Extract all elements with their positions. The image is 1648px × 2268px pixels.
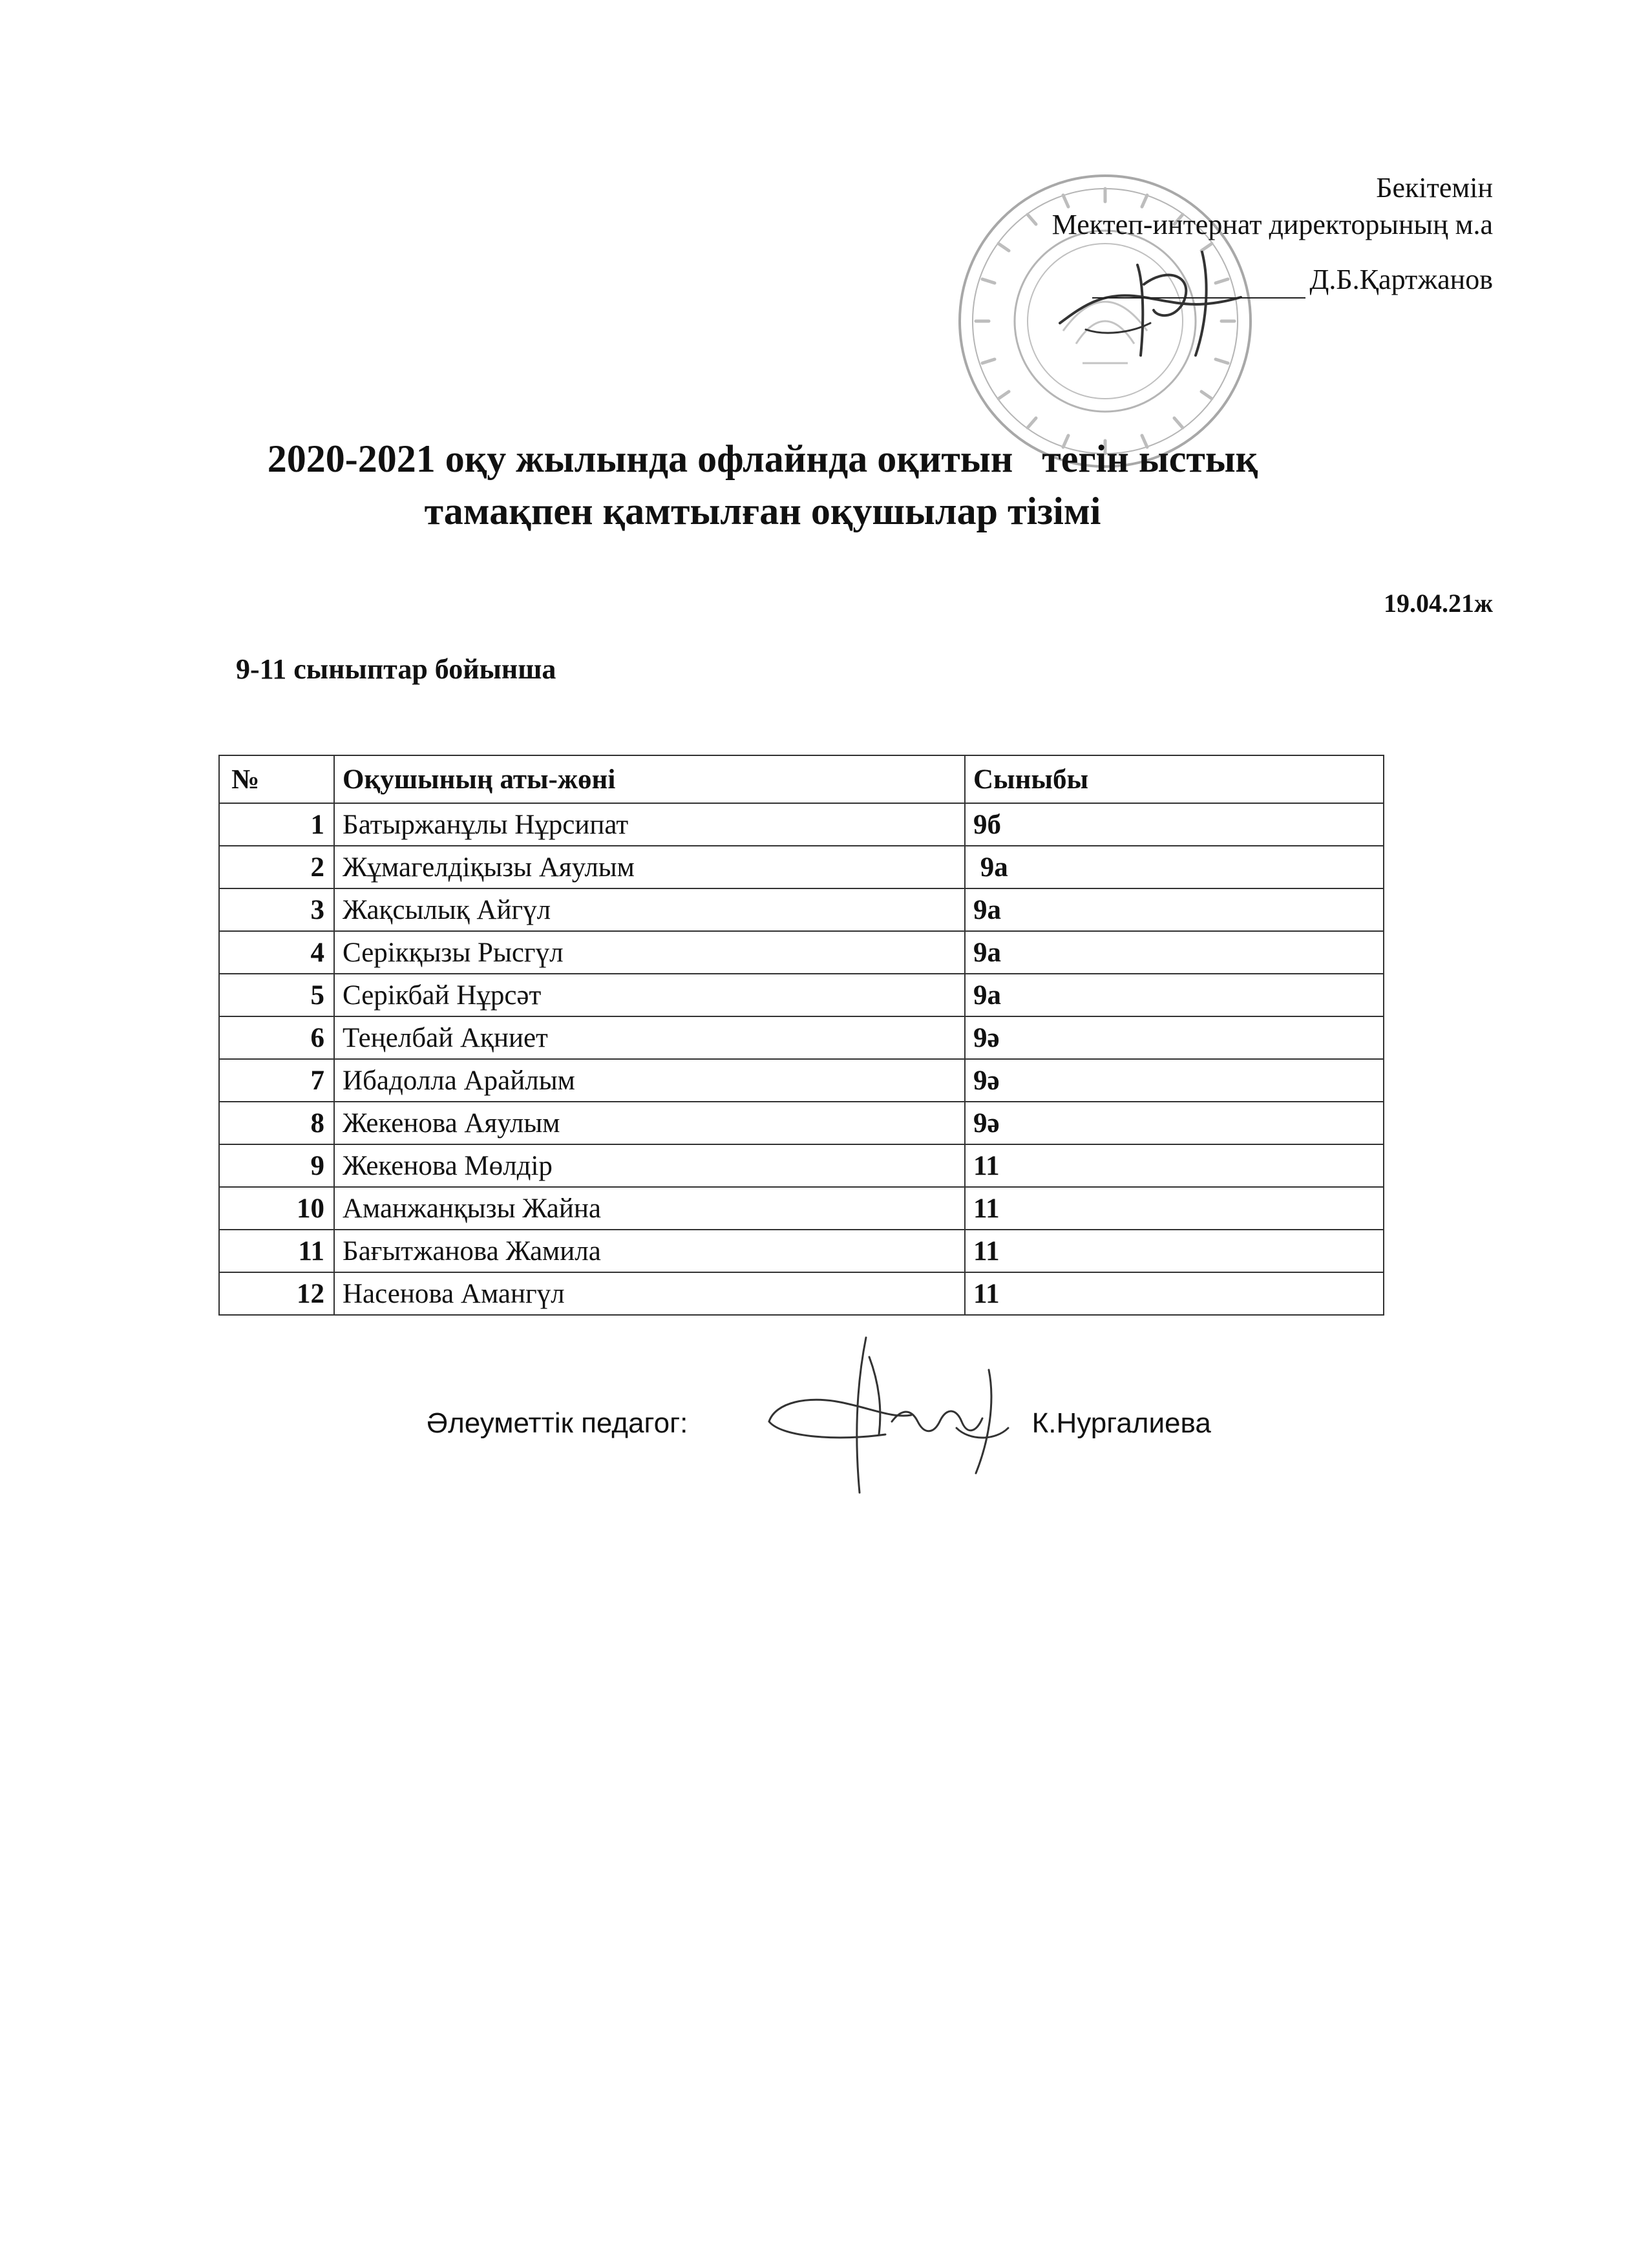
row-num: 12 <box>219 1272 334 1315</box>
table-row <box>219 888 1384 931</box>
row-name: Аманжанқызы Жайна <box>334 1187 965 1230</box>
section-label: 9-11 сыныптар бойынша <box>236 653 556 685</box>
row-grade: 9а <box>965 888 1384 931</box>
approval-signature-line <box>1052 261 1493 298</box>
row-name: Серікқызы Рысгүл <box>334 931 965 974</box>
row-grade: 9ә <box>965 1059 1384 1102</box>
table-row <box>219 803 1384 846</box>
approval-block <box>1052 169 1493 299</box>
row-name: Жекенова Аяулым <box>334 1102 965 1144</box>
pedagogue-role: Әлеуметтік педагог: <box>427 1407 688 1439</box>
title-line-2: тамақпен қамтылған оқушылар тізімі <box>424 490 1101 532</box>
row-name: Жұмагелдіқызы Аяулым <box>334 846 965 888</box>
row-grade: 11 <box>965 1144 1384 1187</box>
row-name: Серікбай Нұрсәт <box>334 974 965 1016</box>
row-name: Насенова Амангүл <box>334 1272 965 1315</box>
header-grade: Сыныбы <box>965 755 1384 803</box>
header-num: № <box>219 755 334 803</box>
document-date: 19.04.21ж <box>1383 589 1493 618</box>
header-name: Оқушының аты-жөні <box>334 755 965 803</box>
row-name: Ибадолла Арайлым <box>334 1059 965 1102</box>
row-grade: 9ә <box>965 1102 1384 1144</box>
director-name: Д.Б.Қартжанов <box>1309 264 1493 296</box>
table-row <box>219 846 1384 888</box>
table-row <box>219 1059 1384 1102</box>
row-num: 5 <box>219 974 334 1016</box>
row-num: 7 <box>219 1059 334 1102</box>
row-num: 3 <box>219 888 334 931</box>
table-row <box>219 931 1384 974</box>
table-row <box>219 974 1384 1016</box>
footer-signature-line <box>427 1407 1211 1440</box>
row-name: Теңелбай Ақниет <box>334 1016 965 1059</box>
table-row <box>219 1187 1384 1230</box>
row-grade: 11 <box>965 1187 1384 1230</box>
row-num: 11 <box>219 1230 334 1272</box>
row-grade: 9ә <box>965 1016 1384 1059</box>
pedagogue-name: К.Нургалиева <box>1031 1407 1211 1439</box>
row-name: Бағытжанова Жамила <box>334 1230 965 1272</box>
row-num: 6 <box>219 1016 334 1059</box>
table-row <box>219 1016 1384 1059</box>
row-name: Жекенова Мөлдір <box>334 1144 965 1187</box>
row-grade: 9б <box>965 803 1384 846</box>
row-num: 4 <box>219 931 334 974</box>
row-grade: 11 <box>965 1272 1384 1315</box>
row-grade: 9а <box>965 846 1384 888</box>
row-name: Батыржанұлы Нұрсипат <box>334 803 965 846</box>
table-row <box>219 1102 1384 1144</box>
row-grade: 11 <box>965 1230 1384 1272</box>
row-num: 10 <box>219 1187 334 1230</box>
row-num: 9 <box>219 1144 334 1187</box>
document-title <box>149 433 1377 538</box>
table-row <box>219 1144 1384 1187</box>
row-num: 1 <box>219 803 334 846</box>
row-grade: 9а <box>965 931 1384 974</box>
signature-blank <box>1092 271 1305 299</box>
table-row <box>219 1272 1384 1315</box>
row-num: 2 <box>219 846 334 888</box>
approval-label: Бекітемін <box>1376 172 1493 204</box>
row-num: 8 <box>219 1102 334 1144</box>
students-table <box>218 755 1384 1316</box>
title-line-1: 2020-2021 оқу жылында офлайнда оқитын тегін ыстық <box>267 437 1258 480</box>
table-header-row <box>219 755 1384 803</box>
table-row <box>219 1230 1384 1272</box>
row-name: Жақсылық Айгүл <box>334 888 965 931</box>
approval-position: Мектеп-интернат директорының м.а <box>1051 209 1493 241</box>
row-grade: 9а <box>965 974 1384 1016</box>
